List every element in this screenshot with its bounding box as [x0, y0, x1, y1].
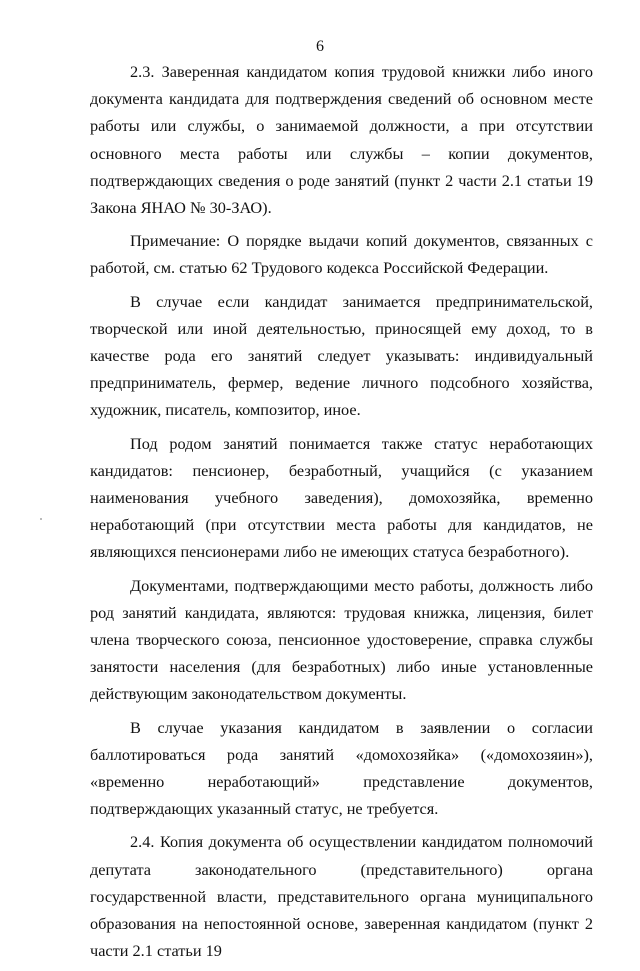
document-body: [90, 58, 593, 971]
paragraph-documents: Документами, подтверждающими место работы, должность либо род занятий кандидата, являются: трудовая книжка, лицензия, билет члена творческого союза, пенсионное удостоверение, справка службы занятости населения (для безработных) либо иные установленные действующим законодательством документы.: [90, 575, 593, 704]
paragraph-occupation-status: Под родом занятий понимается также статус неработающих кандидатов: пенсионер, безработный, учащийся (с указанием наименования учебного заведения), домохозяйка, временно неработающий (при отсутствии места работы для кандидатов, не являющихся пенсионерами либо не имеющих статуса безработного).: [90, 433, 593, 562]
paragraph-entrepreneur: В случае если кандидат занимается предпринимательской, творческой или иной деятельностью, приносящей ему доход, то в качестве рода его занятий следует указывать: индивидуальный предприниматель, фермер, ведение личного подсобного хозяйства, художник, писатель, композитор, иное.: [90, 291, 593, 420]
paragraph-housewife: В случае указания кандидатом в заявлении о согласии баллотироваться рода занятий «домохозяйка» («домохозяин»), «временно неработающий» представление документов, подтверждающих указанный статус, не требуется.: [90, 717, 593, 819]
page-number: 6: [316, 38, 324, 55]
paragraph-2-4: 2.4. Копия документа об осуществлении кандидатом полномочий депутата законодательного (представительного) органа государственной власти, представительного органа муниципального образования на непостоянной основе, заверенная кандидатом (пункт 2 части 2.1 статьи 19: [90, 832, 593, 961]
scan-artifact: [40, 518, 42, 520]
paragraph-2-3: 2.3. Заверенная кандидатом копия трудовой книжки либо иного документа кандидата для подтверждения сведений об основном месте работы или службы, о занимаемой должности, а при отсутствии основного места работы или службы – копии документов, подтверждающих сведения о роде занятий (пункт 2 части 2.1 статьи 19 Закона ЯНАО № 30-ЗАО).: [90, 62, 593, 218]
paragraph-note: Примечание: О порядке выдачи копий документов, связанных с работой, см. статью 62 Трудового кодекса Российской Федерации.: [90, 231, 593, 278]
